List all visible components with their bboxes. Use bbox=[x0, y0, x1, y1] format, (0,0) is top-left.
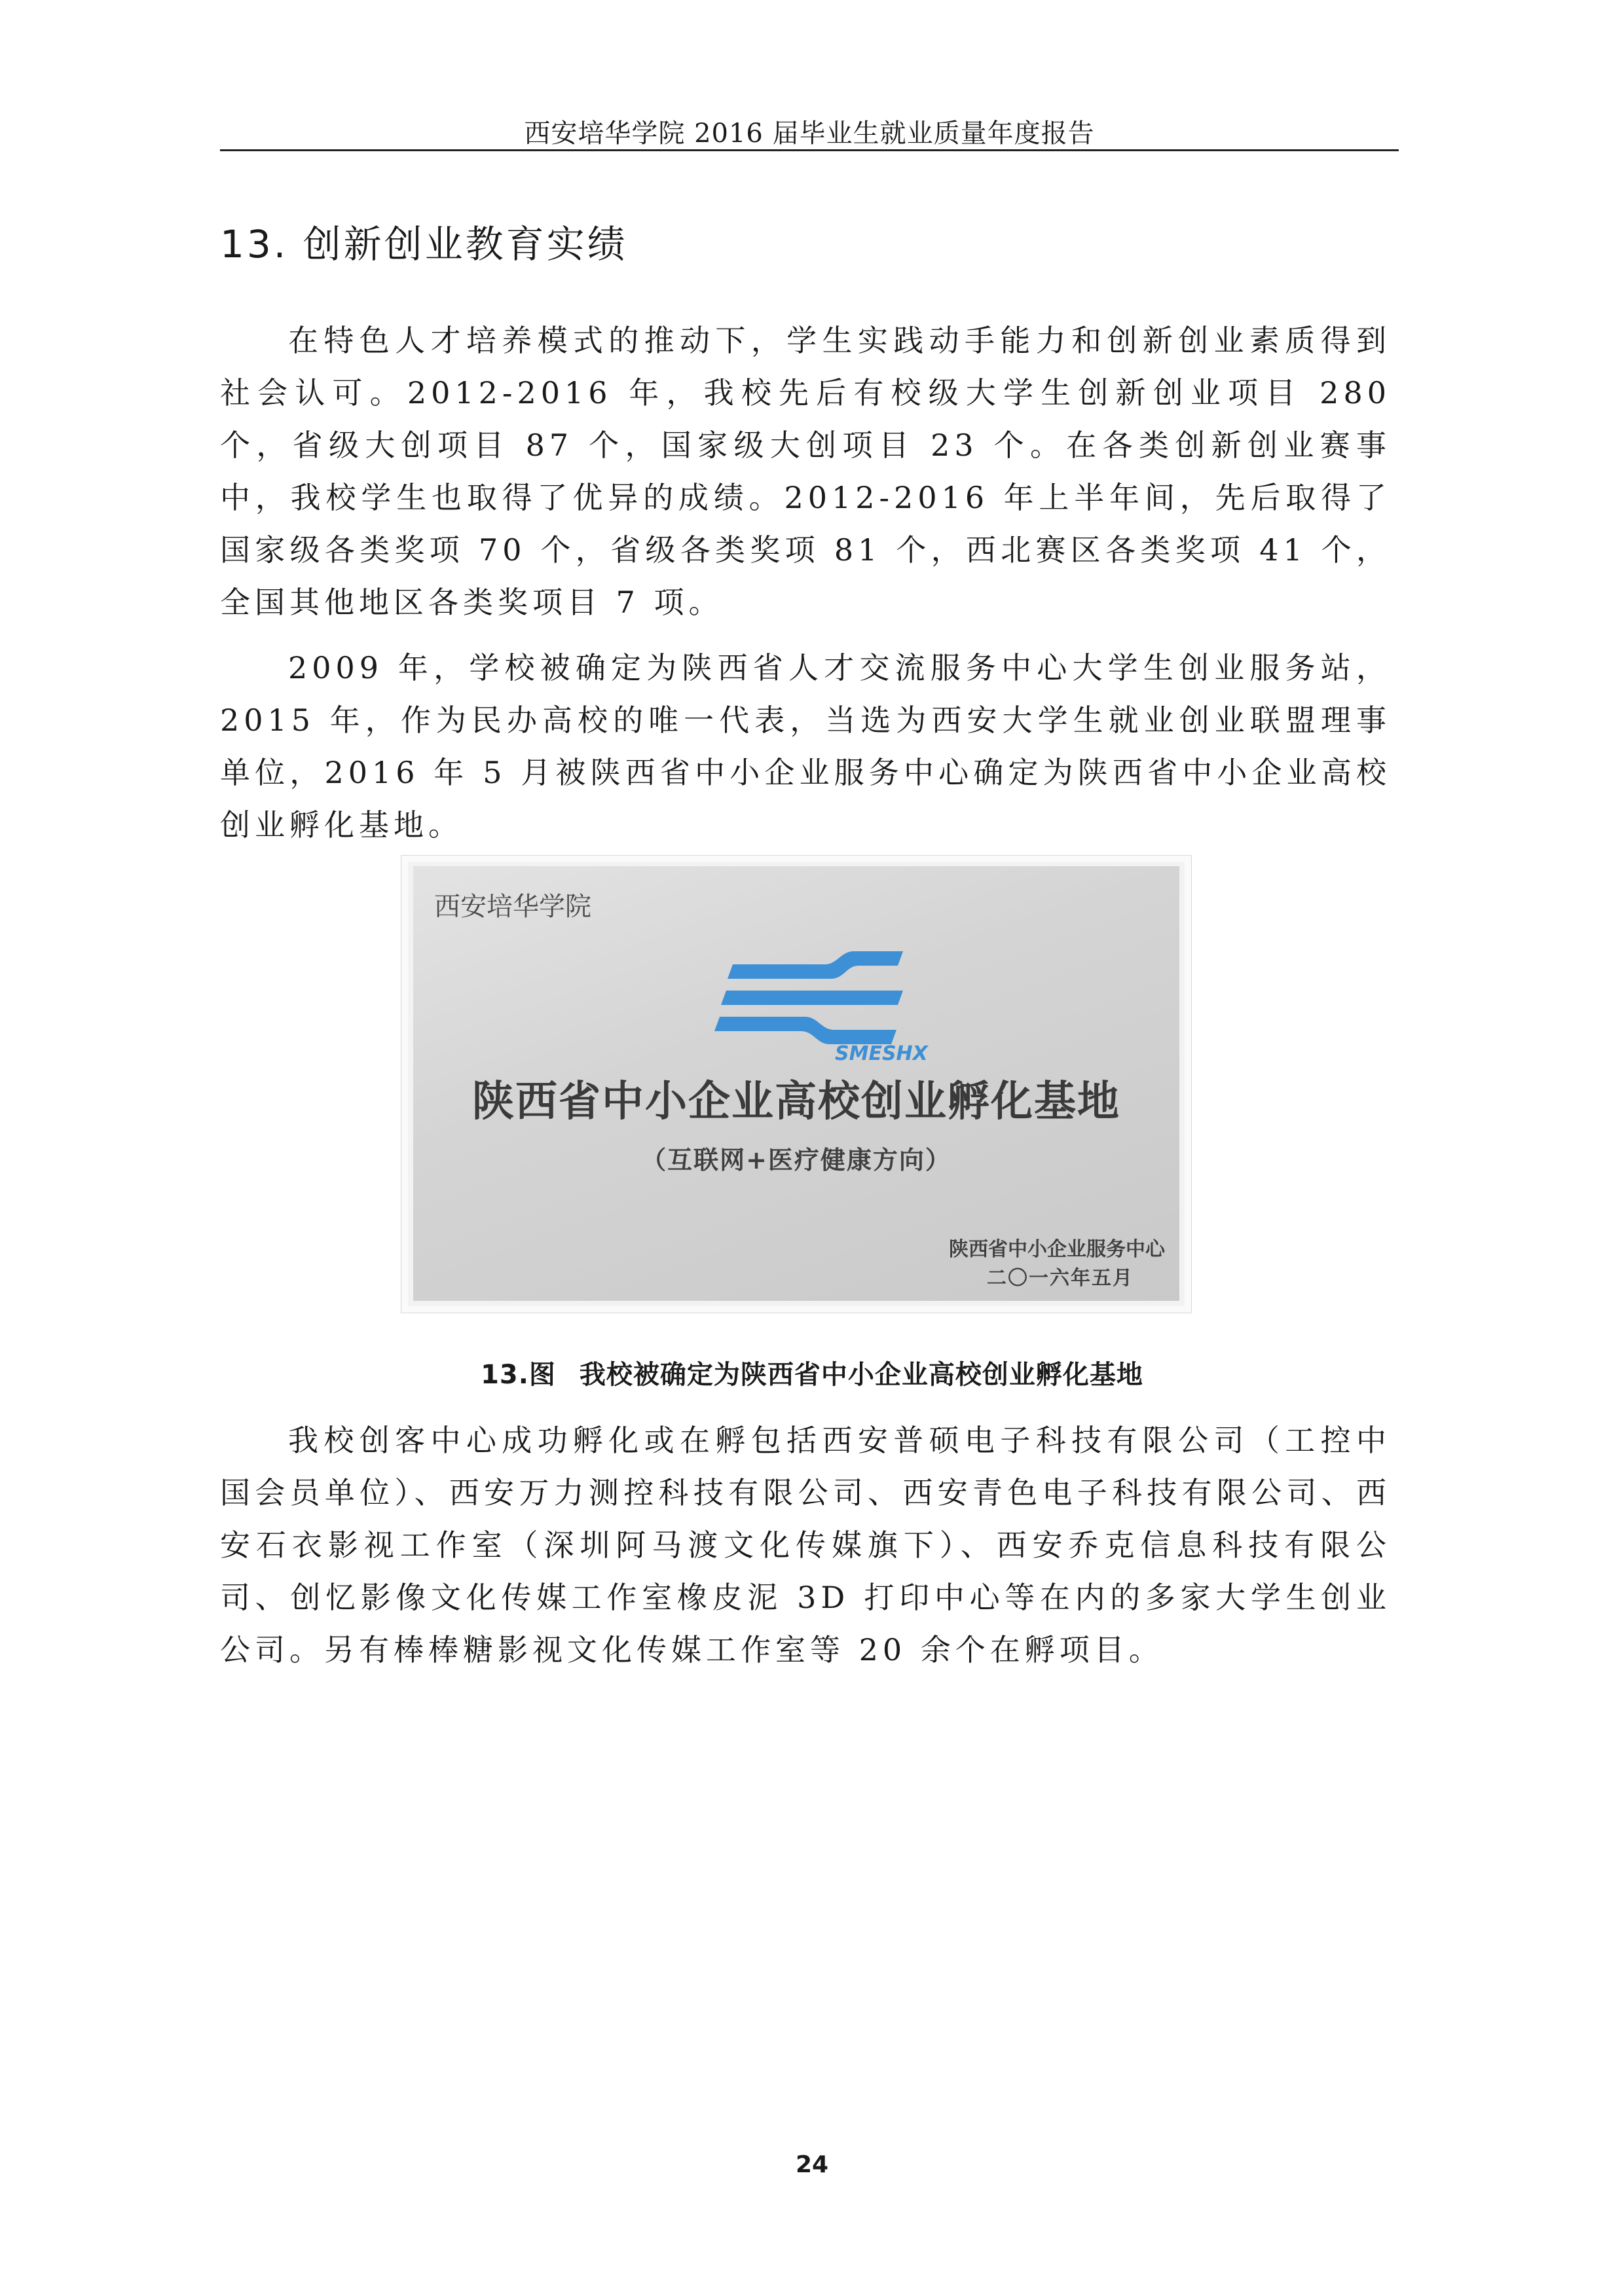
smeshx-logo-icon bbox=[707, 925, 928, 1065]
paragraph-recognition: 2009 年，学校被确定为陕西省人才交流服务中心大学生创业服务站，2015 年，作为民办高校的唯一代表，当选为西安大学生就业创业联盟理事单位，2016 年 5 月被陕西省中小企业服务中心确定为陕西省中小企业高校创业孵化基地。 bbox=[220, 650, 1391, 843]
caption-text: 我校被确定为陕西省中小企业高校创业孵化基地 bbox=[579, 1360, 1143, 1390]
logo-text: SMESHX bbox=[835, 1042, 928, 1065]
plaque-issuer: 陕西省中小企业服务中心 bbox=[949, 1238, 1165, 1261]
plaque-base-name: 陕西省中小企业高校创业孵化基地 bbox=[472, 1078, 1120, 1126]
caption-number: 13.图 bbox=[481, 1360, 556, 1390]
plaque-date: 二〇一六年五月 bbox=[987, 1267, 1134, 1290]
plaque-school-name: 西安培华学院 bbox=[434, 892, 591, 922]
plaque-direction: （互联网+医疗健康方向） bbox=[641, 1146, 951, 1175]
paragraph-incubation: 我校创客中心成功孵化或在孵包括西安普硕电子科技有限公司（工控中国会员单位）、西安万力测控科技有限公司、西安青色电子科技有限公司、西安石衣影视工作室（深圳阿马渡文化传媒旗下）、西安乔克信息科技有限公司、创忆影像文化传媒工作室橡皮泥 3D 打印中心等在内的多家大学生创业公司。另有棒棒糖影视文化传媒工作室等 20 余个在孵项目。 bbox=[220, 1423, 1391, 1667]
figure-caption bbox=[0, 1354, 1624, 1391]
paragraph-achievements: 在特色人才培养模式的推动下，学生实践动手能力和创新创业素质得到社会认可。2012-2016 年，我校先后有校级大学生创新创业项目 280 个，省级大创项目 87 个，国家级大创项目 23 个。在各类创新创业赛事中，我校学生也取得了优异的成绩。2012-2016 年上半年间，先后取得了国家级各类奖项 70 个，省级各类奖项 81 个，西北赛区各类奖项 41 个，全国其他地区各类奖项目 7 项。 bbox=[220, 323, 1391, 620]
page-number: 24 bbox=[795, 2151, 829, 2178]
running-header: 西安培华学院 2016 届毕业生就业质量年度报告 bbox=[524, 118, 1095, 149]
plaque bbox=[413, 866, 1179, 1301]
section-title: 13. 创新创业教育实绩 bbox=[220, 222, 628, 266]
header-rule bbox=[220, 149, 1399, 151]
figure-photo bbox=[401, 855, 1192, 1313]
